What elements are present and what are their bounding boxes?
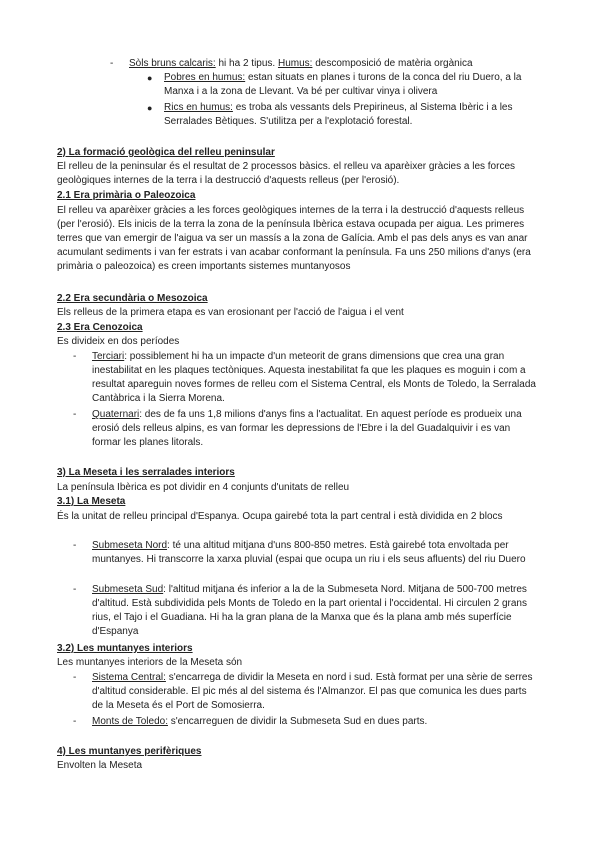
bullet-marker: ● xyxy=(147,103,153,113)
dash-marker: - xyxy=(73,672,77,683)
list-item-label: Sistema Central: xyxy=(92,672,166,683)
list-item-text: descomposició de matèria orgànica xyxy=(312,58,473,69)
dash-marker: - xyxy=(73,716,77,727)
paragraph: El relleu de la peninsular és el resultat de 2 processos bàsics. el relleu va aparèixer gràcies a les forces geològiques internes de la terra i la destrucció d'aquests relleus (per l'erosió). xyxy=(57,161,516,186)
list-item-text: : té una altitud mitjana d'uns 800-850 metres. Està gairebé tota envoltada per muntanyes. Hi transcorre la xarxa pluvial (espai que ocupa un riu i els seus afluents) del riu Duero xyxy=(92,540,526,565)
list-item xyxy=(73,671,538,713)
list-item-text: hi ha 2 tipus. xyxy=(215,58,278,69)
bullet-text: estan situats en planes i turons de la conca del riu Duero, a la Manxa i a la zona de Llevant. Va bé per cultivar vinya i olivera xyxy=(164,72,522,97)
dash-marker: - xyxy=(73,540,77,551)
subsection-heading: 3.1) La Meseta xyxy=(57,496,126,507)
bullet-text: es troba als vessants dels Prepirineus, al Sistema Ibèric i a les Serralades Bètiques. S'utilitza per a l'explotació forestal. xyxy=(164,102,513,127)
section-heading: 2) La formació geològica del relleu peninsular xyxy=(57,147,275,158)
subsection-heading: 3.2) Les muntanyes interiors xyxy=(57,643,193,654)
paragraph: Envolten la Meseta xyxy=(57,760,143,771)
paragraph: Es divideix en dos períodes xyxy=(57,336,180,347)
subsection-heading: 2.1 Era primària o Paleozoica xyxy=(57,190,196,201)
section-heading: 3) La Meseta i les serralades interiors xyxy=(57,467,235,478)
dash-marker: - xyxy=(73,351,77,362)
list-item xyxy=(73,539,538,567)
list-item-text: : l'altitud mitjana és inferior a la de la Submeseta Nord. Mitjana de 500-700 metres d'altitud. Està subdividida pels Monts de Toledo en la part oriental i l'occidental. Hi circulen 2 grans rius, el Tajo i el Guadiana. Hi ha la gran plana de la Manxa que és la plana amb més superfície d'Espanya xyxy=(92,584,527,637)
list-item-text: s'encarrega de dividir la Meseta en nord i sud. Està format per una sèrie de serres d'altitud considerable. El pic més al del sistema és l'Almanzor. El pas que comunica les dues parts de la Meseta és el Port de Somosierra. xyxy=(92,672,533,711)
paragraph: La península Ibèrica es pot dividir en 4 conjunts d'unitats de relleu xyxy=(57,482,350,493)
list-item-label: Humus: xyxy=(277,58,313,69)
bullet-item xyxy=(147,71,546,99)
bullet-item xyxy=(147,101,546,129)
list-item xyxy=(73,583,538,639)
dash-marker: - xyxy=(110,58,114,69)
list-item-label: Submeseta Sud xyxy=(92,584,164,595)
list-item-label: Quaternari xyxy=(92,409,140,420)
list-item-label: Monts de Toledo: xyxy=(92,716,168,727)
list-item-text: : des de fa uns 1,8 milions d'anys fins a l'actualitat. En aquest període es produeix una erosió dels relleus alpins, es van formar les depressions de l'Ebre i la del Guadalquivir i es van formar les planes litorals. xyxy=(92,409,522,448)
list-item-label: Sòls bruns calcaris: xyxy=(129,58,216,69)
paragraph: És la unitat de relleu principal d'Espanya. Ocupa gairebé tota la part central i està dividida en 2 blocs xyxy=(57,511,503,522)
subsection-heading: 2.3 Era Cenozoica xyxy=(57,322,143,333)
paragraph: Els relleus de la primera etapa es van erosionant per l'acció de l'aigua i el vent xyxy=(57,307,404,318)
section-heading: 4) Les muntanyes perifèriques xyxy=(57,746,202,757)
list-item-text: s'encarreguen de dividir la Submeseta Sud en dues parts. xyxy=(167,716,428,727)
list-item-label: Terciari xyxy=(92,351,125,362)
list-item xyxy=(73,408,538,450)
paragraph: El relleu va aparèixer gràcies a les forces geològiques internes de la terra i la destrucció d'aquests relleus (per l'erosió). Els inicis de la terra la zona de la península Ibèrica estava ocupada per aigua. Les primeres terres que van emergir de l'aigua va ser un massís a la zona de Galícia. Amb el pas dels anys es van anar acumulant sediments i van fer estrats i van acabar conformant la península. Fa uns 250 milions d'anys (era primària o paleozoica) es creen importants sistemes muntanyosos xyxy=(57,205,531,272)
bullet-label: Rics en humus: xyxy=(164,102,233,113)
list-item-text: : possiblement hi ha un impacte d'un meteorit de grans dimensions que crea una gran inestabilitat en les plaques tectòniques. Aquesta inestabilitat fa que les plaques es moguin i com a resultat apareguin noves formes de relleu com el Sistema Central, els Monts de Toledo, la Serralada Cantàbrica i la Sierra Morena. xyxy=(92,351,536,404)
dash-marker: - xyxy=(73,584,77,595)
list-item-label: Submeseta Nord xyxy=(92,540,168,551)
bullet-label: Pobres en humus: xyxy=(164,72,246,83)
bullet-marker: ● xyxy=(147,73,153,83)
dash-marker: - xyxy=(73,409,77,420)
list-item xyxy=(73,715,538,729)
list-item xyxy=(110,57,549,71)
subsection-heading: 2.2 Era secundària o Mesozoica xyxy=(57,293,208,304)
paragraph: Les muntanyes interiors de la Meseta són xyxy=(57,657,243,668)
list-item xyxy=(73,350,538,406)
